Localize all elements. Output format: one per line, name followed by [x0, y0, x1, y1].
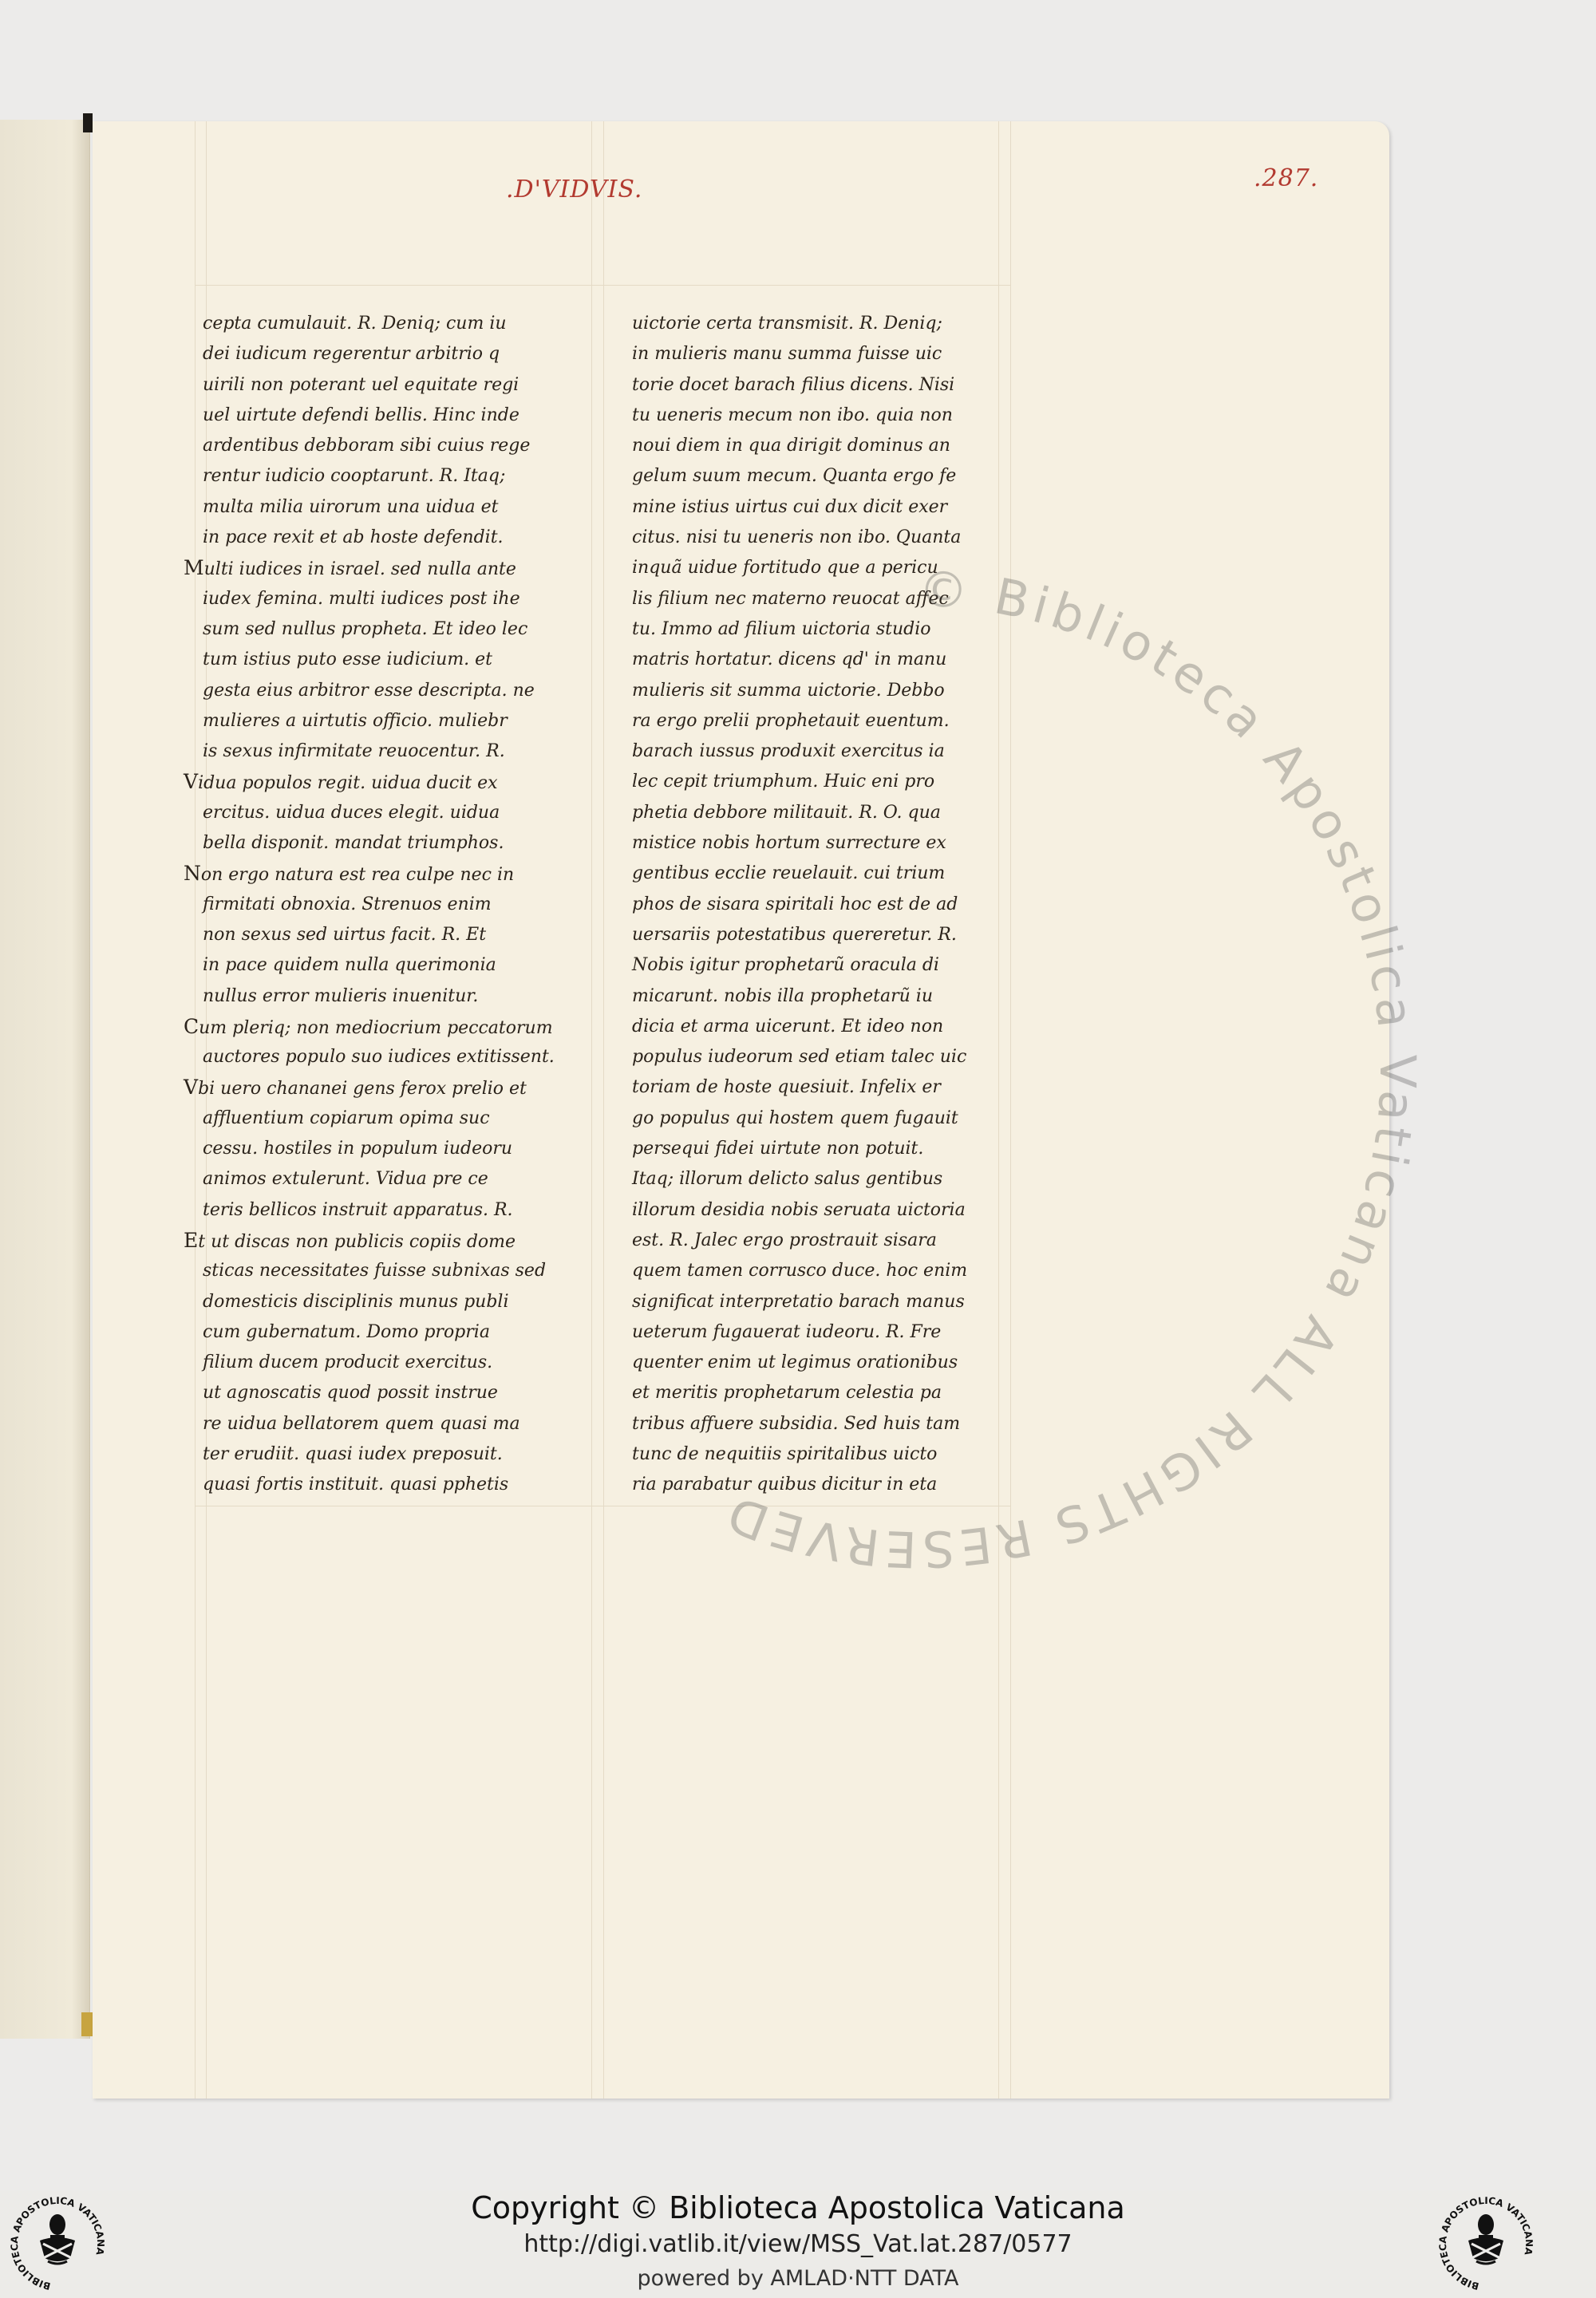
text-line [203, 828, 554, 859]
line-text: gelum suum mecum. Quanta ergo fe [632, 466, 957, 487]
text-line [632, 553, 983, 583]
text-line [632, 461, 983, 492]
line-text: gentibus ecclie reuelauit. cui trium [632, 863, 946, 884]
text-line [203, 1470, 554, 1500]
text-line [203, 401, 554, 431]
line-text: multa milia uirorum una uidua et [203, 496, 499, 517]
text-line [632, 1012, 983, 1042]
powered-by: powered by AMLAD·NTT DATA [637, 2266, 959, 2291]
line-text: domesticis disciplinis munus publi [203, 1291, 509, 1312]
text-line [184, 767, 554, 797]
text-line [184, 1012, 554, 1042]
line-text: est. R. Jalec ergo prostrauit sisara [632, 1230, 937, 1250]
folio-number: .287. [1254, 164, 1319, 192]
line-text: barach iussus produxit exercitus ia [632, 741, 945, 762]
line-text: persequi fidei uirtute non potuit. [632, 1139, 924, 1159]
text-line [203, 1042, 554, 1072]
initial-letter: V [184, 1076, 199, 1100]
line-text: affluentium copiarum opima suc [203, 1108, 490, 1128]
running-head: .D'VIDVIS. [506, 176, 643, 203]
watermark-text: © Biblioteca Apostolica Vaticana ALL RIGHTS RESERVED [715, 559, 1428, 1579]
line-text: Nobis igitur prophetarũ oracula di [632, 955, 939, 976]
text-column-right [632, 309, 983, 1501]
line-text: bella disponit. mandat triumphos. [203, 833, 504, 854]
text-line [203, 1287, 554, 1317]
ruling-line [195, 285, 1010, 286]
initial-letter: C [184, 1014, 200, 1038]
text-line [632, 859, 983, 889]
footer [0, 2190, 1596, 2298]
line-text: ercitus. uidua duces elegit. uidua [203, 802, 500, 823]
text-line [203, 706, 554, 736]
line-text: sum sed nullus propheta. Et ideo lec [203, 618, 528, 639]
text-line [203, 981, 554, 1012]
text-line [632, 1226, 983, 1256]
line-text: firmitati obnoxia. Strenuos enim [203, 894, 492, 914]
line-text: et meritis prophetarum celestia pa [632, 1383, 942, 1404]
manuscript-page [93, 121, 1389, 2099]
line-text: ardentibus debboram sibi cuius rege [203, 436, 531, 456]
text-line [203, 309, 554, 339]
text-line [203, 492, 554, 523]
line-text: illorum desidia nobis seruata uictoria [632, 1199, 966, 1220]
text-line [632, 1287, 983, 1317]
line-text: mine istius uirtus cui dux dicit exer [632, 496, 948, 517]
line-text: quenter enim ut legimus orationibus [632, 1352, 958, 1373]
text-line [203, 370, 554, 401]
line-text: uersariis potestatibus quereretur. R. [632, 924, 957, 945]
text-line [203, 736, 554, 767]
line-text: micarunt. nobis illa prophetarũ iu [632, 985, 934, 1006]
initial-letter: E [184, 1228, 199, 1252]
text-line [203, 676, 554, 706]
line-text: um pleriq; non mediocrium peccatorum [199, 1017, 553, 1038]
text-line [632, 370, 983, 401]
line-text: matris hortatur. dicens qd' in manu [632, 650, 947, 670]
line-text: nullus error mulieris inuenitur. [203, 985, 479, 1006]
line-text: re uidua bellatorem quem quasi ma [203, 1413, 520, 1434]
vatican-library-seal-icon [1436, 2194, 1536, 2294]
seal-text: BIBLIOTECA APOSTOLICA VATICANA [8, 2194, 107, 2292]
text-line [203, 1195, 554, 1226]
text-line [203, 890, 554, 920]
text-line [203, 614, 554, 645]
text-line [203, 584, 554, 614]
line-text: lec cepit triumphum. Huic eni pro [632, 772, 935, 792]
text-line [203, 798, 554, 828]
text-line [632, 706, 983, 736]
text-line [203, 1317, 554, 1348]
text-line [632, 523, 983, 553]
text-line [632, 1439, 983, 1470]
ruling-line [195, 121, 196, 2099]
line-text: t ut discas non publicis copiis dome [198, 1231, 516, 1252]
line-text: noui diem in qua dirigit dominus an [632, 436, 950, 456]
text-column-left [184, 309, 555, 1501]
text-line [632, 1317, 983, 1348]
line-text: animos extulerunt. Vidua pre ce [203, 1169, 488, 1190]
text-line [203, 645, 554, 675]
text-line [203, 950, 554, 981]
text-line [184, 859, 554, 889]
text-line [632, 492, 983, 523]
line-text: filium ducem producit exercitus. [203, 1352, 493, 1373]
text-line [632, 1072, 983, 1103]
text-line [632, 890, 983, 920]
text-line [632, 614, 983, 645]
permalink-url[interactable]: http://digi.vatlib.it/view/MSS_Vat.lat.287/0577 [523, 2230, 1073, 2258]
line-text: tu. Immo ad filium uictoria studio [632, 618, 931, 639]
line-text: cessu. hostiles in populum iudeoru [203, 1139, 513, 1159]
text-line [632, 431, 983, 461]
line-text: idua populos regit. uidua ducit ex [198, 773, 498, 794]
text-line [203, 461, 554, 492]
text-line [203, 1164, 554, 1194]
line-text: ter erudiit. quasi iudex preposuit. [203, 1443, 503, 1464]
line-text: phetia debbore militauit. R. O. qua [632, 802, 941, 823]
initial-letter: M [184, 556, 204, 580]
line-text: mistice nobis hortum surrecture ex [632, 833, 946, 854]
line-text: on ergo natura est rea culpe nec in [200, 865, 515, 886]
line-text: uel uirtute defendi bellis. Hinc inde [203, 405, 519, 425]
line-text: mulieres a uirtutis officio. muliebr [203, 710, 508, 731]
copyright-notice: Copyright © Biblioteca Apostolica Vaticana [471, 2190, 1125, 2225]
line-text: phos de sisara spiritali hoc est de ad [632, 894, 958, 914]
line-text: dei iudicum regerentur arbitrio q [203, 344, 500, 365]
text-line [632, 1104, 983, 1134]
text-line [632, 339, 983, 369]
line-text: tunc de nequitiis spiritalibus uicto [632, 1443, 938, 1464]
text-line [203, 339, 554, 369]
line-text: rentur iudicio cooptarunt. R. Itaq; [203, 466, 506, 487]
text-line [203, 1409, 554, 1439]
text-line [632, 981, 983, 1012]
text-line [203, 920, 554, 950]
ruling-line [1010, 121, 1011, 2099]
line-text: quasi fortis instituit. quasi pphetis [203, 1475, 509, 1495]
text-line [203, 1378, 554, 1408]
seal-text: BIBLIOTECA APOSTOLICA VATICANA [1436, 2194, 1535, 2292]
text-line [632, 828, 983, 859]
line-text: quem tamen corrusco duce. hoc enim [632, 1261, 968, 1281]
text-line [632, 736, 983, 767]
line-text: lis filium nec materno reuocat affec [632, 588, 949, 609]
line-text: uirili non poterant uel equitate regi [203, 374, 519, 395]
text-line [632, 1164, 983, 1194]
facing-page-edge [0, 120, 90, 2039]
line-text: citus. nisi tu ueneris non ibo. Quanta [632, 527, 962, 548]
line-text: ut agnoscatis quod possit instrue [203, 1383, 498, 1404]
text-line [203, 1104, 554, 1134]
text-line [184, 1226, 554, 1256]
line-text: dicia et arma uicerunt. Et ideo non [632, 1016, 944, 1036]
ruling-line [603, 121, 604, 2099]
line-text: populus iudeorum sed etiam talec uic [632, 1047, 967, 1068]
text-line [632, 1470, 983, 1500]
line-text: toriam de hoste quesiuit. Infelix er [632, 1077, 941, 1098]
line-text: gesta eius arbitror esse descripta. ne [203, 680, 535, 701]
line-text: iudex femina. multi iudices post ihe [203, 588, 520, 609]
text-line [632, 950, 983, 981]
line-text: ueterum fugauerat iudeoru. R. Fre [632, 1321, 942, 1342]
text-line [184, 553, 554, 583]
text-line [632, 920, 983, 950]
line-text: bi uero chananei gens ferox prelio et [198, 1079, 527, 1100]
line-text: is sexus infirmitate reuocentur. R. [203, 741, 505, 762]
vatican-library-seal-icon [8, 2194, 108, 2294]
line-text: tribus affuere subsidia. Sed huis tam [632, 1413, 961, 1434]
text-line [632, 401, 983, 431]
line-text: ra ergo prelii prophetauit euentum. [632, 710, 950, 731]
ruling-line [998, 121, 999, 2099]
text-line [632, 645, 983, 675]
binding-spine-bottom [81, 2012, 93, 2036]
text-line [632, 1378, 983, 1408]
ruling-line [591, 121, 592, 2099]
line-text: uictorie certa transmisit. R. Deniq; [632, 314, 942, 334]
line-text: mulieris sit summa uictorie. Debbo [632, 680, 945, 701]
text-line [632, 1256, 983, 1286]
text-line [203, 523, 554, 553]
binding-spine-top [83, 113, 93, 132]
text-line [203, 1134, 554, 1164]
text-line [632, 767, 983, 797]
text-line [203, 1348, 554, 1378]
initial-letter: V [184, 770, 199, 794]
line-text: sticas necessitates fuisse subnixas sed [203, 1261, 547, 1281]
line-text: teris bellicos instruit apparatus. R. [203, 1199, 513, 1220]
text-line [203, 431, 554, 461]
text-line [203, 1439, 554, 1470]
line-text: tu ueneris mecum non ibo. quia non [632, 405, 953, 425]
text-line [632, 1195, 983, 1226]
line-text: go populus qui hostem quem fugauit [632, 1108, 958, 1128]
text-line [632, 1134, 983, 1164]
text-line [632, 1348, 983, 1378]
line-text: ria parabatur quibus dicitur in eta [632, 1475, 938, 1495]
text-line [632, 676, 983, 706]
initial-letter: N [184, 862, 201, 886]
line-text: in mulieris manu summa fuisse uic [632, 344, 942, 365]
text-line [184, 1072, 554, 1103]
line-text: in pace rexit et ab hoste defendit. [203, 527, 504, 548]
line-text: in pace quidem nulla querimonia [203, 955, 496, 976]
line-text: inquã uidue fortitudo que a pericu [632, 558, 938, 578]
text-line [632, 798, 983, 828]
line-text: significat interpretatio barach manus [632, 1291, 965, 1312]
text-line [632, 309, 983, 339]
line-text: auctores populo suo iudices extitissent. [203, 1047, 555, 1068]
line-text: cepta cumulauit. R. Deniq; cum iu [203, 314, 507, 334]
text-line [632, 1409, 983, 1439]
text-line [203, 1256, 554, 1286]
line-text: non sexus sed uirtus facit. R. Et [203, 924, 487, 945]
line-text: Itaq; illorum delicto salus gentibus [632, 1169, 943, 1190]
line-text: torie docet barach filius dicens. Nisi [632, 374, 955, 395]
line-text: cum gubernatum. Domo propria [203, 1321, 490, 1342]
text-line [632, 1042, 983, 1072]
line-text: ulti iudices in israel. sed nulla ante [203, 559, 516, 580]
line-text: tum istius puto esse iudicium. et [203, 650, 493, 670]
text-line [632, 584, 983, 614]
